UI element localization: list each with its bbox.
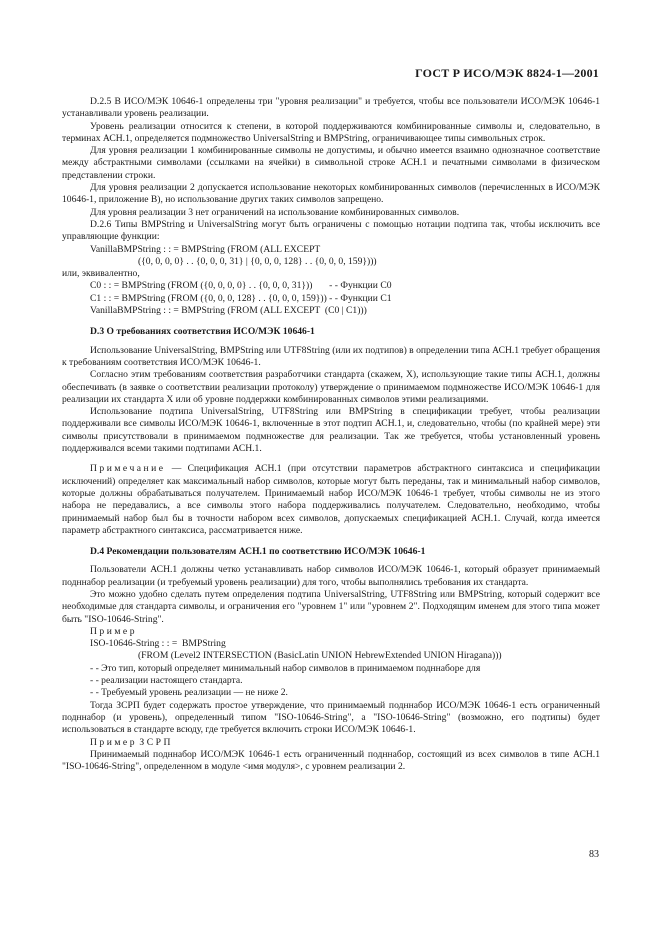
spacer (62, 455, 600, 463)
document-header: ГОСТ Р ИСО/МЭК 8824-1—2001 (415, 66, 599, 80)
paragraph-d4-2: Это можно удобно сделать путем определения подтипа UniversalString, UTF8String или BMPString, который содержит все необходимые для стандарта символы, и ограничения его "уровнем 1" или "уровнем 2". Подходящим именем для этого типа может быть "ISO-10646-String". (62, 588, 600, 625)
page-number: 83 (589, 849, 599, 860)
code-line: VanillaBMPString : : = BMPString (FROM (ALL EXCEPT (90, 243, 321, 255)
section-heading-d3: D.3 О требованиях соответствия ИСО/МЭК 10646-1 (90, 326, 315, 338)
code-line: - - Требуемый уровень реализации — не ниже 2. (90, 687, 288, 699)
paragraph-d26: D.2.6 Типы BMPString и UniversalString могут быть ограничены с помощью нотации подтипа так, чтобы исключить все управляющие функции: (62, 218, 600, 243)
paragraph-level-2: Для уровня реализации 2 допускается использование некоторых комбинированных символов (перечисленных в ИСО/МЭК 10646-1, приложение В), но использование других таких символов запрещено. (62, 182, 600, 206)
example-suffix: ЗСРП (139, 736, 173, 748)
code-line: - - Это тип, который определяет минимальный набор символов в принимаемом подннаборе для (90, 662, 481, 674)
paragraph-level-3: Для уровня реализации 3 нет ограничений на использование комбинированных символов. (90, 206, 460, 218)
note-text: — Спецификация АСН.1 (при отсутствии параметров абстрактного синтаксиса и спецификации исключений) определяет как максимальный набор символов, которые могут быть переданы, так и минимальный набор символов, которые должны обрабатываться получателем. Принимаемый набор ИСО/МЭК 10646-1 требует, чтобы символы не из этого набора не передавались, а все символы этого набора поддерживались получателем. Следовательно, необходимо, чтобы принимаемый набор был бы в точности набором всех символов, допускаемых спецификацией АСН.1. Случай, когда имеется параметр абстрактного синтаксиса, рассматривается ниже. (62, 463, 600, 536)
section-heading-d4: D.4 Рекомендации пользователям АСН.1 по соответствию ИСО/МЭК 10646-1 (90, 546, 426, 558)
paragraph-d4-4: Принимаемый подннабор ИСО/МЭК 10646-1 есть ограниченный подннабор, состоящий из всех символов в типе АСН.1 "ISO-10646-String", определенном в модуле <имя модуля>, с уровнем реализации 2. (62, 748, 600, 773)
paragraph-d3-3: Использование подтипа UniversalString, UTF8String или BMPString в спецификации требует, чтобы реализации поддерживали все символы ИСО/МЭК 10646-1, включенные в этот подтип АСН.1, и, следовательно, чтобы (по крайней мере) эти символы присутствовали в принимаемом подмножестве для реализации. Так же требуется, чтобы установленный уровень поддерживался всеми такими подтипами АСН.1. (62, 406, 600, 455)
note-paragraph (62, 463, 600, 537)
paragraph-level-1: Для уровня реализации 1 комбинированные символы не допустимы, и обычно имеется взаимно однозначное соответствие между абстрактными символами (ссылками на ячейки) в символьной строке АСН.1 и печатными символами в физическом представлении строки. (62, 145, 600, 181)
paragraph-equivalently: или, эквивалентно, (62, 268, 140, 280)
code-line: - - реализации настоящего стандарта. (90, 675, 243, 687)
code-line: VanillaBMPString : : = BMPString (FROM (ALL EXCEPT (C0 | C1))) (90, 305, 367, 317)
paragraph-d3-2: Согласно этим требованиям соответствия разработчики стандарта (скажем, X), использующие такие типы АСН.1, должны обеспечивать (в заявке о соответствии реализации протоколу) утверждение о принимаемом подмножестве ИСО/МЭК 10646-1 для реализации их стандарта X или об уровне поддержки комбинированных символов этими реализациями. (62, 369, 600, 405)
example-label: Пример (90, 625, 137, 637)
note-label: Примечание (90, 463, 166, 475)
code-line: C1 : : = BMPString (FROM ({0, 0, 0, 128} . . {0, 0, 0, 159})) - - Функции C1 (90, 292, 392, 304)
paragraph-d4-3: Тогда ЗСРП будет содержать простое утверждение, что принимаемый подннабор ИСО/МЭК 10646-1 есть ограниченный подннабор (и уровень), определенный типом "ISO-10646-String", а "ISO-10646-String" (возможно, его подтипы) будет использоваться в стандарте всюду, где требуется включить строки ИСО/МЭК 10646-1. (62, 699, 600, 736)
code-line: (FROM (Level2 INTERSECTION (BasicLatin UNION HebrewExtended UNION Hiragana))) (90, 650, 502, 662)
paragraph-d25: D.2.5 В ИСО/МЭК 10646-1 определены три "уровня реализации" и требуется, чтобы все пользователи ИСО/МЭК 10646-1 устанавливали уровень реализации. (62, 96, 600, 120)
code-line: ISO-10646-String : : = BMPString (90, 638, 226, 650)
example-label: Пример (90, 736, 137, 748)
paragraph-implementation-level: Уровень реализации относится к степени, в которой поддерживаются комбинированные символы и, следовательно, в терминах АСН.1, определяется подмножество UniversalString и BMPString, ограничивающее типы символьных строк. (62, 120, 600, 144)
example-zsrp-label (62, 737, 600, 749)
page-body (62, 96, 600, 773)
paragraph-d4-1: Пользователи АСН.1 должны четко устанавливать набор символов ИСО/МЭК 10646-1, который образует принимаемый подннабор реализации (и требуемый уровень реализации) для того, чтобы выполнялись требования их стандарта. (62, 564, 600, 588)
paragraph-d3-1: Использование UniversalString, BMPString или UTF8String (или их подтипов) в определении типа АСН.1 требует обращения к требованиям соответствия ИСО/МЭК 10646-1. (62, 344, 600, 368)
code-line: C0 : : = BMPString (FROM ({0, 0, 0, 0} . . {0, 0, 0, 31})) - - Функции C0 (90, 280, 392, 292)
code-line: ({0, 0, 0, 0} . . {0, 0, 0, 31} | {0, 0, 0, 128} . . {0, 0, 0, 159}))) (90, 255, 377, 267)
